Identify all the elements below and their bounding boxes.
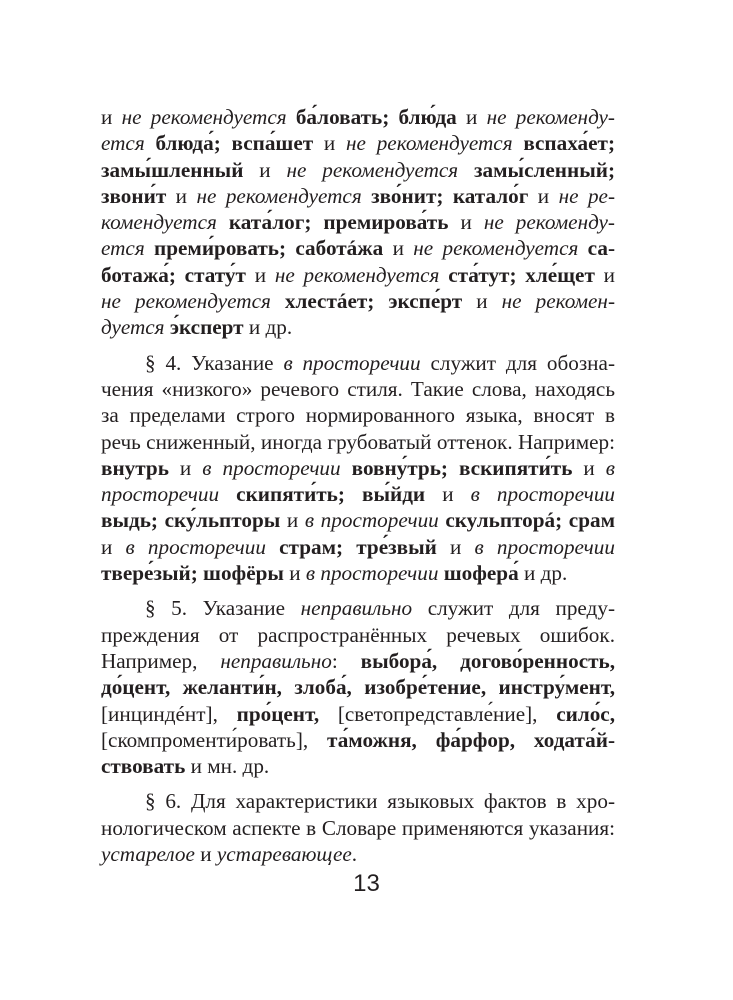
text-run: и xyxy=(456,105,487,129)
text-run: и xyxy=(166,183,197,208)
paragraph-4 xyxy=(101,350,615,587)
text-run: и xyxy=(243,157,287,182)
headword: ста́тут; хле́щет xyxy=(448,262,595,287)
page-number: 13 xyxy=(353,870,380,897)
text-run: . xyxy=(351,842,358,867)
text-run: служит для предупреждения от распространённых речевых ошибок. Например, xyxy=(101,596,615,673)
text-run: и xyxy=(448,210,484,235)
headword: хлестáет; экспе́рт xyxy=(284,289,463,314)
text-run: и xyxy=(528,183,559,208)
text-run: и xyxy=(436,534,475,559)
text-run: [скомпроменти́ровать], xyxy=(101,727,328,752)
headword: про́цент, xyxy=(236,701,320,726)
usage-label: не рекомендуется xyxy=(196,183,372,208)
text-run: и xyxy=(594,262,615,287)
text-run: и xyxy=(425,482,471,507)
usage-label: устаревающее xyxy=(216,842,352,867)
headword: внутрь xyxy=(101,455,169,480)
usage-label: в просторечии xyxy=(202,455,352,480)
headword: вовну́трь; вскипяти́ть xyxy=(351,455,573,480)
paragraph-6 xyxy=(101,788,615,867)
headword: ката́лог; премирова́ть xyxy=(228,210,449,235)
headword: замы́сленный; звони́т xyxy=(101,157,616,208)
headword: страм; тре́звый xyxy=(279,534,437,559)
usage-label: не рекомендуется xyxy=(101,183,615,235)
usage-label: не рекомендуется xyxy=(413,236,588,261)
usage-label: в просторечии xyxy=(470,482,616,507)
headword: скипяти́ть; вы́йди xyxy=(236,482,426,507)
usage-label: не рекомендуется xyxy=(346,131,524,156)
headword: зво́нит; катало́г xyxy=(371,183,529,208)
text-run: § 4. Указание xyxy=(145,350,284,375)
text-run: и xyxy=(194,842,217,867)
headword: преми́ровать; саботáжа xyxy=(154,236,384,261)
headword: сило́с, xyxy=(556,701,615,726)
usage-label: не рекомендуется xyxy=(101,289,615,340)
text-run: § 5. Указание xyxy=(145,596,301,621)
text-run: и др. xyxy=(243,315,293,340)
usage-label: не рекомендуется xyxy=(286,157,475,182)
headword: скульпторá; срам xyxy=(445,508,616,533)
headword: выдь; ску́льпторы xyxy=(101,508,281,533)
usage-label: в просторечии xyxy=(304,508,446,533)
usage-label: неправильно xyxy=(220,648,332,673)
usage-label: не рекомендуется xyxy=(121,105,296,129)
text-run: и мн. др. xyxy=(185,754,270,779)
text-run: [светопредставле́ние], xyxy=(319,701,557,726)
usage-label: в просторечии xyxy=(305,561,444,586)
usage-label: не рекомендуется xyxy=(101,105,615,156)
usage-label: в просторечии xyxy=(474,534,615,559)
headword: э́ксперт xyxy=(169,315,244,340)
text-run: и xyxy=(101,105,122,129)
usage-label: не рекомендуется xyxy=(101,289,285,314)
text-run: и xyxy=(572,455,606,480)
usage-label: не рекомендуется xyxy=(274,262,449,287)
usage-label: в просторечии xyxy=(125,534,280,559)
text-run: и xyxy=(283,561,306,586)
paragraph-3-continuation xyxy=(101,104,615,341)
headword: вспаха́ет; замы́шленный xyxy=(101,131,616,182)
text-run: и xyxy=(462,289,502,314)
text-run: и xyxy=(313,131,347,156)
headword: саботажа́; стату́т xyxy=(101,236,615,287)
usage-label: устарелое xyxy=(101,842,195,867)
text-run: [инциндéнт], xyxy=(101,701,237,726)
text-run: : xyxy=(331,648,361,673)
usage-label: неправильно xyxy=(300,596,413,621)
usage-label: в просторечии xyxy=(283,350,421,375)
text-run: и xyxy=(280,508,305,533)
headword: та́можня, фа́рфор, ходата́йствовать xyxy=(101,727,615,779)
paragraph-5 xyxy=(101,595,615,779)
text-run: служит для обозначения «низкого» речевого стиля. Такие слова, находясь за пределами строго нормированного языка, вносят в речь сниженный, иногда грубоватый оттенок. Например: xyxy=(101,350,615,454)
text-run: и xyxy=(101,534,126,559)
text-run: § 6. Для характеристики языковых фактов в хронологическом аспекте в Словаре применяются указания: xyxy=(101,789,615,840)
headword: шофера́ xyxy=(443,561,519,586)
text-run: и xyxy=(168,455,203,480)
text-run: и xyxy=(245,262,275,287)
headword: выбора́, догово́ренность, до́цент, желанти́н, злоба́, изобре́тение, инстру́мент, xyxy=(101,648,616,700)
usage-label: не рекомендуется xyxy=(101,210,615,261)
text-run: и xyxy=(383,236,414,261)
headword: блюда́; вспа́шет xyxy=(155,131,314,156)
headword: ба́ловать; блю́да xyxy=(295,105,457,129)
text-run: и др. xyxy=(518,561,568,586)
headword: твере́зый; шофёры xyxy=(101,561,284,586)
usage-label: в просторечии xyxy=(101,455,615,507)
page-text xyxy=(101,104,615,867)
